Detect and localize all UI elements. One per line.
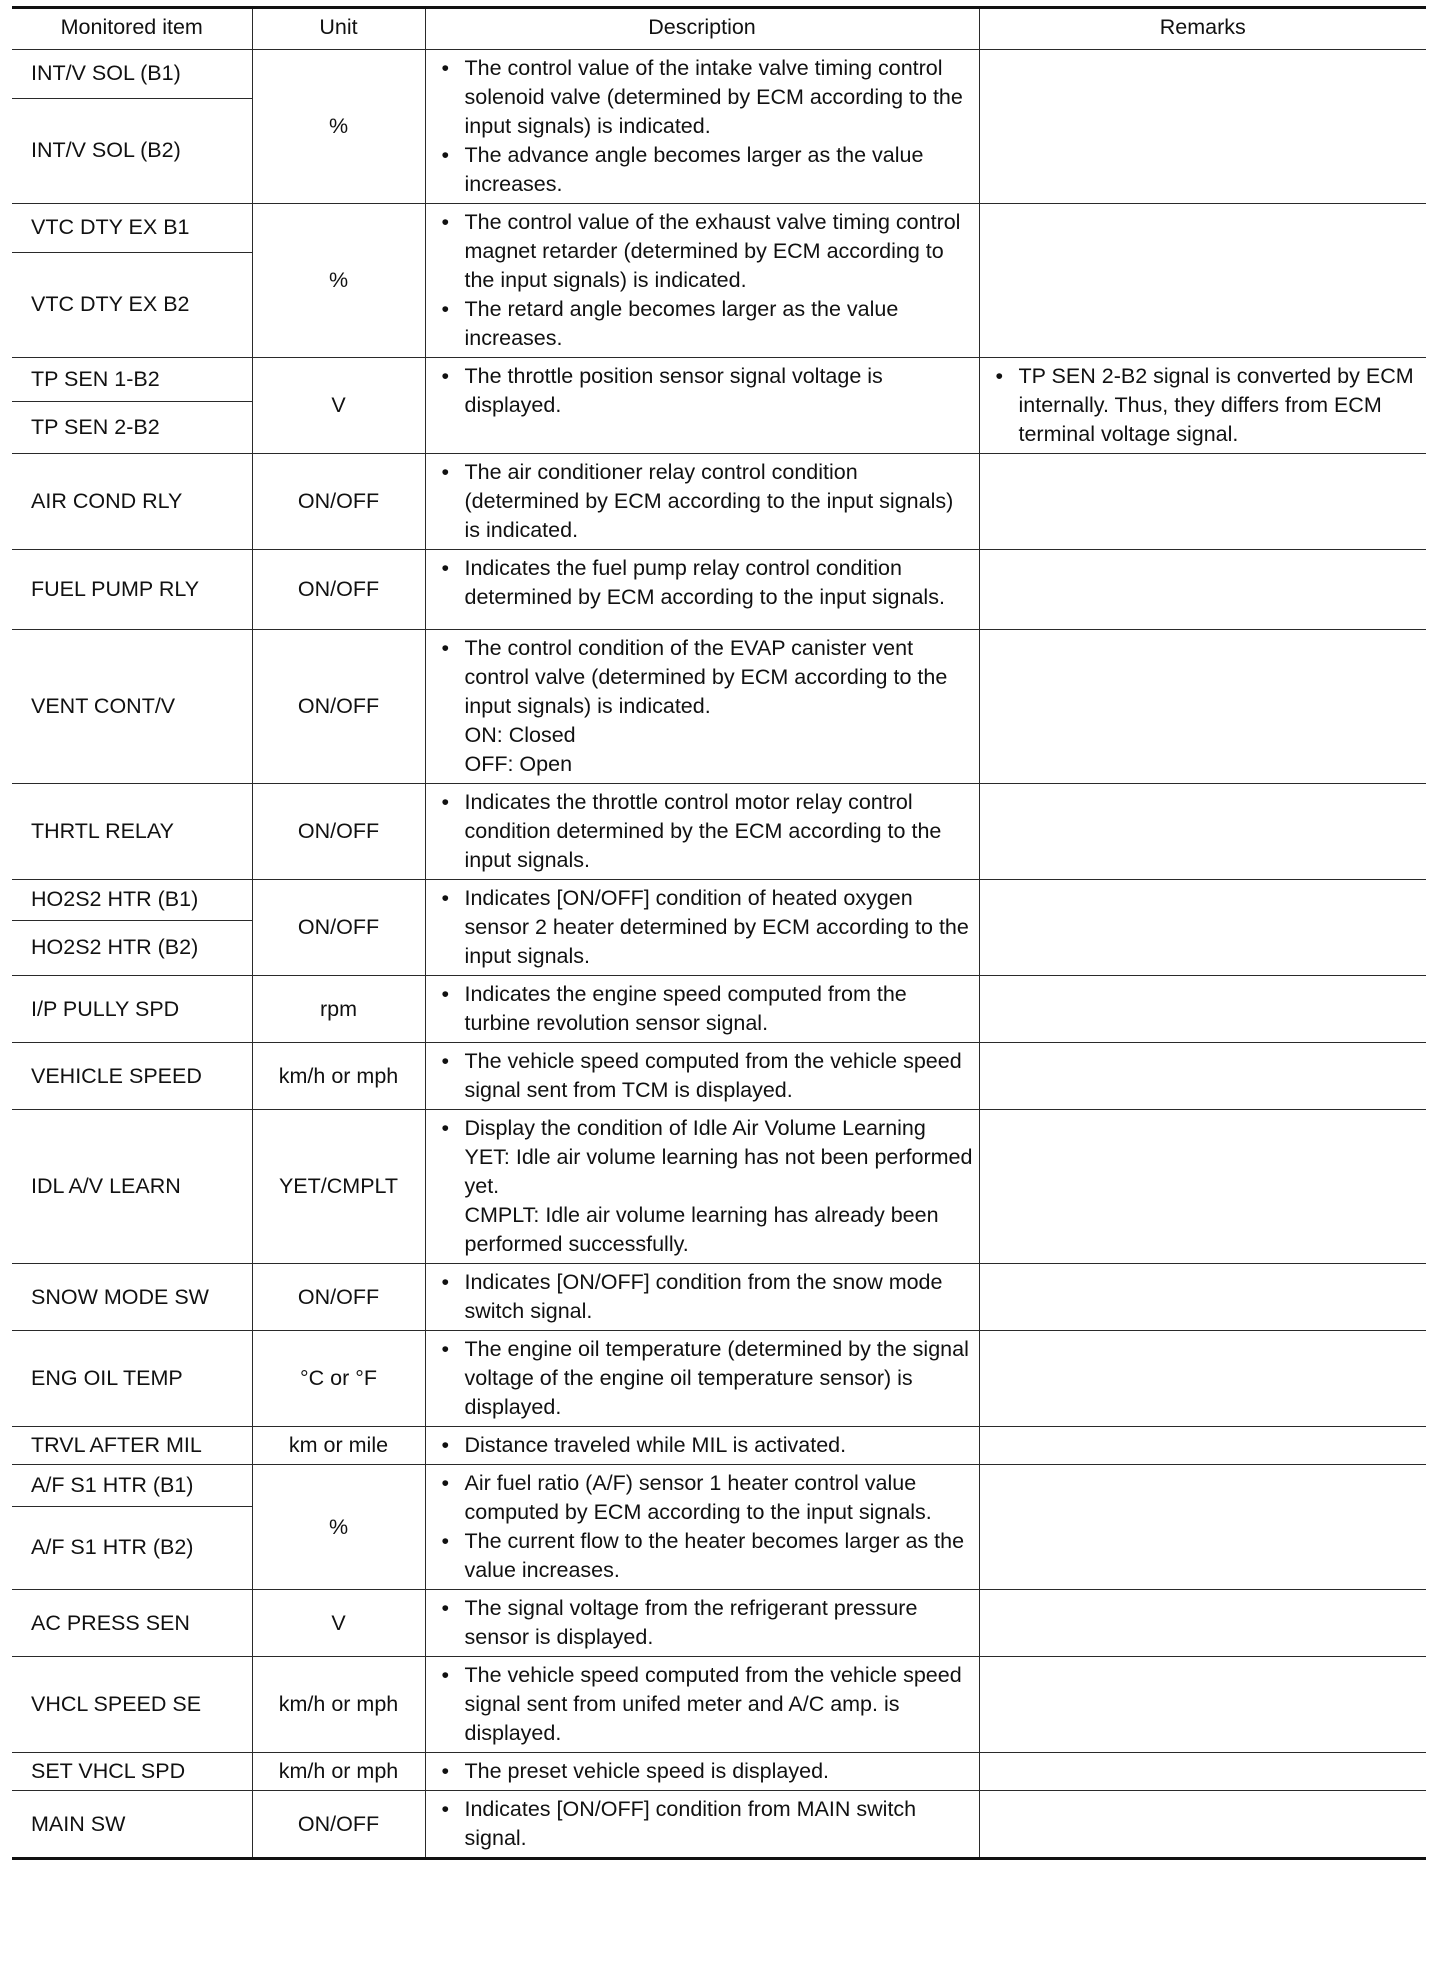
table-body: [12, 50, 1426, 1859]
description-bullet: • The vehicle speed computed from the vehicle speed signal sent from TCM is displayed.: [442, 1047, 975, 1105]
remarks-cell: [979, 1264, 1426, 1331]
monitored-item-cell: A/F S1 HTR (B1): [12, 1465, 252, 1507]
monitored-item-cell: FUEL PUMP RLY: [12, 550, 252, 630]
description-bullet: • The preset vehicle speed is displayed.: [442, 1757, 975, 1786]
table-row: [12, 550, 1426, 630]
description-bullet: • The control value of the exhaust valve timing control magnet retarder (determined by ECM according to the input signals) is indicated.: [442, 208, 975, 295]
unit-cell: °C or °F: [252, 1331, 425, 1427]
remarks-cell: [979, 550, 1426, 630]
unit-cell: ON/OFF: [252, 454, 425, 550]
table-row: [12, 1590, 1426, 1657]
unit-cell: %: [252, 1465, 425, 1590]
table-row: [12, 1427, 1426, 1465]
table-row: [12, 1110, 1426, 1264]
remarks-cell: [979, 204, 1426, 358]
header-remarks: Remarks: [979, 8, 1426, 50]
unit-cell: km/h or mph: [252, 1657, 425, 1753]
remark-bullet: • TP SEN 2-B2 signal is converted by ECM internally. Thus, they differs from ECM terminal voltage signal.: [996, 362, 1423, 449]
header-description: Description: [425, 8, 979, 50]
description-bullet: • Indicates the fuel pump relay control condition determined by ECM according to the input signals.: [442, 554, 975, 612]
monitored-item-cell: AC PRESS SEN: [12, 1590, 252, 1657]
unit-cell: ON/OFF: [252, 550, 425, 630]
unit-cell: ON/OFF: [252, 880, 425, 976]
remarks-cell: [979, 1331, 1426, 1427]
table-row: [12, 976, 1426, 1043]
monitored-item-cell: VENT CONT/V: [12, 630, 252, 784]
unit-cell: V: [252, 1590, 425, 1657]
unit-cell: km or mile: [252, 1427, 425, 1465]
description-cell: [425, 1791, 979, 1859]
monitored-item-cell: ENG OIL TEMP: [12, 1331, 252, 1427]
monitored-item-cell: INT/V SOL (B2): [12, 98, 252, 203]
description-bullet: • The vehicle speed computed from the vehicle speed signal sent from unifed meter and A/C amp. is displayed.: [442, 1661, 975, 1748]
unit-cell: ON/OFF: [252, 630, 425, 784]
remarks-cell: [979, 358, 1426, 454]
monitored-item-cell: IDL A/V LEARN: [12, 1110, 252, 1264]
monitored-item-cell: TP SEN 2-B2: [12, 402, 252, 454]
description-bullet: • Indicates [ON/OFF] condition from the snow mode switch signal.: [442, 1268, 975, 1326]
table-row: [12, 1465, 1426, 1507]
description-line: CMPLT: Idle air volume learning has already been performed successfully.: [464, 1203, 939, 1256]
monitored-item-cell: THRTL RELAY: [12, 784, 252, 880]
remarks-cell: [979, 1465, 1426, 1590]
unit-cell: ON/OFF: [252, 1791, 425, 1859]
remarks-cell: [979, 630, 1426, 784]
description-bullet: • Distance traveled while MIL is activated.: [442, 1431, 975, 1460]
header-unit: Unit: [252, 8, 425, 50]
description-cell: [425, 1657, 979, 1753]
description-cell: [425, 50, 979, 204]
unit-cell: %: [252, 50, 425, 204]
table-row: [12, 204, 1426, 253]
monitored-item-cell: MAIN SW: [12, 1791, 252, 1859]
description-cell: [425, 454, 979, 550]
monitored-item-cell: VEHICLE SPEED: [12, 1043, 252, 1110]
description-cell: [425, 1753, 979, 1791]
table-row: [12, 630, 1426, 784]
description-cell: [425, 1264, 979, 1331]
description-bullet: • Indicates the throttle control motor relay control condition determined by the ECM according to the input signals.: [442, 788, 975, 875]
description-bullet: • The air conditioner relay control condition (determined by ECM according to the input signals) is indicated.: [442, 458, 975, 545]
unit-cell: km/h or mph: [252, 1043, 425, 1110]
description-cell: [425, 1590, 979, 1657]
monitored-item-cell: SET VHCL SPD: [12, 1753, 252, 1791]
description-cell: [425, 1110, 979, 1264]
unit-cell: %: [252, 204, 425, 358]
table-row: [12, 1264, 1426, 1331]
remarks-cell: [979, 1590, 1426, 1657]
remarks-cell: [979, 1110, 1426, 1264]
description-bullet: • The throttle position sensor signal voltage is displayed.: [442, 362, 975, 420]
table-row: [12, 1791, 1426, 1859]
monitored-item-cell: A/F S1 HTR (B2): [12, 1506, 252, 1589]
unit-cell: rpm: [252, 976, 425, 1043]
description-cell: [425, 630, 979, 784]
table-row: [12, 50, 1426, 99]
monitored-item-cell: VHCL SPEED SE: [12, 1657, 252, 1753]
description-cell: [425, 880, 979, 976]
remarks-cell: [979, 454, 1426, 550]
table-row: [12, 454, 1426, 550]
description-cell: [425, 1465, 979, 1590]
remarks-cell: [979, 1043, 1426, 1110]
monitored-item-cell: AIR COND RLY: [12, 454, 252, 550]
unit-cell: YET/CMPLT: [252, 1110, 425, 1264]
description-bullet: • Air fuel ratio (A/F) sensor 1 heater control value computed by ECM according to the input signals.: [442, 1469, 975, 1527]
remarks-cell: [979, 1657, 1426, 1753]
description-bullet: • The advance angle becomes larger as the value increases.: [442, 141, 975, 199]
header-monitored-item: Monitored item: [12, 8, 252, 50]
monitored-item-cell: HO2S2 HTR (B2): [12, 920, 252, 975]
description-bullet: • The current flow to the heater becomes larger as the value increases.: [442, 1527, 975, 1585]
table-row: [12, 784, 1426, 880]
description-line: ON: Closed: [464, 723, 576, 747]
remarks-cell: [979, 880, 1426, 976]
monitored-item-cell: VTC DTY EX B1: [12, 204, 252, 253]
description-bullet: • The signal voltage from the refrigerant pressure sensor is displayed.: [442, 1594, 975, 1652]
monitored-item-cell: I/P PULLY SPD: [12, 976, 252, 1043]
table-row: [12, 1657, 1426, 1753]
description-line: OFF: Open: [464, 752, 573, 776]
remarks-cell: [979, 1753, 1426, 1791]
description-cell: [425, 784, 979, 880]
monitored-item-cell: VTC DTY EX B2: [12, 252, 252, 357]
header-row: [12, 8, 1426, 50]
description-bullet: • The retard angle becomes larger as the value increases.: [442, 295, 975, 353]
description-bullet: • The control value of the intake valve timing control solenoid valve (determined by ECM according to the input signals) is indicated.: [442, 54, 975, 141]
description-bullet: • Indicates the engine speed computed from the turbine revolution sensor signal.: [442, 980, 975, 1038]
unit-cell: km/h or mph: [252, 1753, 425, 1791]
remarks-cell: [979, 1427, 1426, 1465]
remarks-cell: [979, 1791, 1426, 1859]
monitored-item-cell: INT/V SOL (B1): [12, 50, 252, 99]
description-bullet: • The engine oil temperature (determined by the signal voltage of the engine oil temperature sensor) is displayed.: [442, 1335, 975, 1422]
unit-cell: ON/OFF: [252, 1264, 425, 1331]
remarks-cell: [979, 50, 1426, 204]
table-row: [12, 1753, 1426, 1791]
unit-cell: ON/OFF: [252, 784, 425, 880]
description-cell: [425, 1043, 979, 1110]
table-row: [12, 358, 1426, 402]
remarks-cell: [979, 976, 1426, 1043]
description-bullet: • Display the condition of Idle Air Volume Learning: [442, 1114, 975, 1143]
description-cell: [425, 1427, 979, 1465]
description-cell: [425, 1331, 979, 1427]
remarks-cell: [979, 784, 1426, 880]
monitored-item-cell: SNOW MODE SW: [12, 1264, 252, 1331]
monitored-item-cell: TP SEN 1-B2: [12, 358, 252, 402]
table-row: [12, 1331, 1426, 1427]
monitored-item-cell: HO2S2 HTR (B1): [12, 880, 252, 921]
description-cell: [425, 550, 979, 630]
description-bullet: • Indicates [ON/OFF] condition of heated oxygen sensor 2 heater determined by ECM according to the input signals.: [442, 884, 975, 971]
monitored-item-cell: TRVL AFTER MIL: [12, 1427, 252, 1465]
description-cell: [425, 976, 979, 1043]
description-cell: [425, 358, 979, 454]
table-row: [12, 880, 1426, 921]
description-bullet: • The control condition of the EVAP canister vent control valve (determined by ECM according to the input signals) is indicated.: [442, 634, 975, 721]
unit-cell: V: [252, 358, 425, 454]
monitor-items-table: [12, 6, 1426, 1860]
description-bullet: • Indicates [ON/OFF] condition from MAIN switch signal.: [442, 1795, 975, 1853]
description-line: YET: Idle air volume learning has not been performed yet.: [464, 1145, 973, 1198]
table-row: [12, 1043, 1426, 1110]
description-cell: [425, 204, 979, 358]
